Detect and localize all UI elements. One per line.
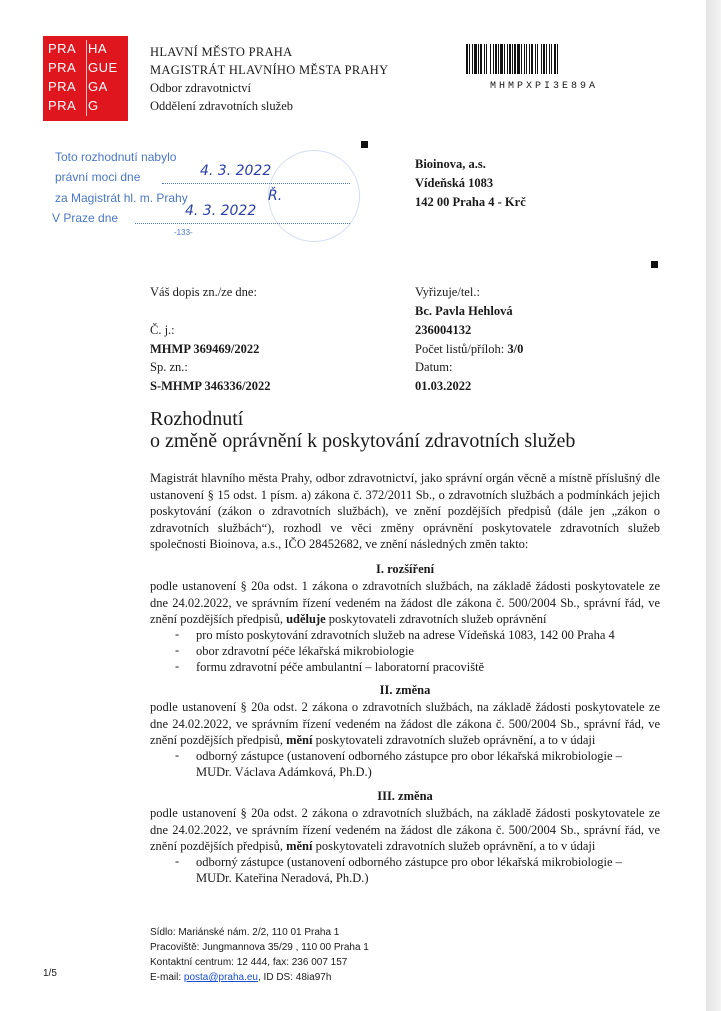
handwritten-signature: Ř.: [268, 188, 283, 204]
section-paragraph: [150, 805, 660, 855]
document-title: Rozhodnutí: [150, 408, 244, 430]
barcode-bar: [469, 44, 470, 74]
stamp-line: za Magistrát hl. m. Prahy: [55, 191, 188, 205]
section-verb: mění: [286, 839, 313, 853]
barcode-bar: [504, 44, 505, 74]
logo-text: G: [88, 98, 99, 113]
section-text: poskytovateli zdravotních služeb oprávnění, a to v údaji: [315, 733, 596, 747]
cj-label: Č. j.:: [150, 323, 175, 337]
barcode-bar: [500, 44, 503, 74]
list-item-continued: MUDr. Václava Adámková, Ph.D.): [196, 765, 372, 779]
recipient-name: Bioinova, a.s.: [415, 157, 486, 171]
cj-value: MHMP 369469/2022: [150, 342, 260, 356]
section-text: podle ustanovení § 20a odst. 1 zákona o zdravotních službách, na základě žádosti poskytovatele ze dne 24.02.2022, ve správním řízení vedeném na žádost dle zákona č. 500/2004 Sb., správní řád, ve znění pozdějších předpisů,: [150, 579, 660, 626]
barcode-bar: [537, 44, 538, 74]
document-subtitle: o změně oprávnění k poskytování zdravotních služeb: [150, 430, 576, 452]
pages-row: [415, 341, 523, 357]
spzn-label: Sp. zn.:: [150, 360, 188, 374]
barcode-bar: [480, 44, 482, 74]
barcode-bar: [509, 44, 511, 74]
list-item: pro místo poskytování zdravotních služeb na adrese Vídeňská 1083, 142 00 Praha 4: [196, 628, 615, 642]
barcode-bar: [495, 44, 497, 74]
date-label: Datum:: [415, 360, 453, 374]
praha-logo: [43, 36, 128, 121]
list-item: odborný zástupce (ustanovení odborného zástupce pro obor lékařská mikrobiologie –: [196, 855, 622, 869]
barcode-bar: [514, 44, 516, 74]
footer-email-label: E-mail:: [150, 972, 182, 983]
logo-text: GUE: [88, 60, 118, 75]
barcode-bar: [524, 44, 525, 74]
barcode-bar: [526, 44, 527, 74]
stamp-dotted-line: [135, 222, 350, 224]
bullet-dash: -: [175, 643, 180, 657]
page-number: 1/5: [43, 968, 57, 979]
logo-row: [48, 40, 128, 58]
fold-marker: [361, 141, 368, 148]
list-item: obor zdravotní péče lékařská mikrobiologie: [196, 644, 414, 658]
barcode-bar: [557, 44, 558, 74]
section-heading: II. změna: [379, 683, 431, 697]
date-value: 01.03.2022: [415, 379, 472, 393]
section-paragraph: [150, 699, 660, 749]
footer-email-row: [150, 970, 331, 985]
footer-address: Sídlo: Mariánské nám. 2/2, 110 01 Praha 1: [150, 927, 340, 938]
barcode-bar: [517, 44, 520, 74]
stamp-line: V Praze dne: [52, 211, 119, 225]
barcode: [466, 44, 624, 74]
footer-email-link[interactable]: posta@praha.eu: [183, 972, 258, 983]
barcode-bar: [507, 44, 508, 74]
barcode-bar: [466, 44, 468, 74]
logo-text: PRA: [48, 41, 77, 56]
footer-ds: , ID DS: 48ia97h: [258, 972, 332, 983]
barcode-bar: [472, 44, 473, 74]
handler-name: Bc. Pavla Hehlová: [415, 304, 513, 318]
barcode-bar: [490, 44, 491, 74]
header-section: Oddělení zdravotních služeb: [150, 99, 294, 113]
barcode-bar: [493, 44, 494, 74]
your-ref-label: Váš dopis zn./ze dne:: [150, 285, 257, 299]
barcode-bar: [512, 44, 513, 74]
logo-row: [48, 97, 128, 115]
stamp-number: -133-: [174, 228, 193, 237]
logo-row: [48, 78, 128, 96]
header-city: HLAVNÍ MĚSTO PRAHA: [150, 45, 293, 59]
handler-phone: 236004132: [415, 323, 472, 337]
barcode-bar: [498, 44, 499, 74]
section-text: podle ustanovení § 20a odst. 2 zákona o zdravotních službách, na základě žádosti poskytovatele ze dne 24.02.2022, ve správním řízení vedeném na žádost dle zákona č. 500/2004 Sb., správní řád, ve znění pozdějších předpisů,: [150, 806, 660, 853]
section-text: podle ustanovení § 20a odst. 2 zákona o zdravotních službách, na základě žádosti poskytovatele ze dne 24.02.2022, ve správním řízení vedeném na žádost dle zákona č. 500/2004 Sb., správní řád, ve znění pozdějších předpisů,: [150, 700, 660, 747]
logo-text: PRA: [48, 79, 77, 94]
section-heading: I. rozšíření: [375, 562, 435, 576]
recipient-street: Vídeňská 1083: [415, 176, 494, 190]
barcode-bar: [551, 44, 552, 74]
bullet-dash: -: [175, 748, 180, 762]
handler-label: Vyřizuje/tel.:: [415, 285, 480, 299]
header-department: Odbor zdravotnictví: [150, 81, 252, 95]
list-item: formu zdravotní péče ambulantní – laboratorní pracoviště: [196, 660, 485, 674]
section-heading: III. změna: [377, 789, 433, 803]
footer-workplace: Pracoviště: Jungmannova 35/29 , 110 00 Praha 1: [150, 942, 369, 953]
logo-text: PRA: [48, 60, 77, 75]
bullet-dash: -: [175, 627, 180, 641]
page-edge: [706, 0, 721, 1011]
section-text: poskytovateli zdravotních služeb oprávnění, a to v údaji: [315, 839, 596, 853]
logo-text: PRA: [48, 98, 77, 113]
section-text: poskytovateli zdravotních služeb oprávnění: [328, 612, 547, 626]
logo-row: [48, 59, 128, 77]
stamp-line: právní moci dne: [55, 170, 141, 184]
section-verb: uděluje: [286, 612, 326, 626]
barcode-bar: [535, 44, 536, 74]
pages-value: 3/0: [507, 342, 524, 356]
barcode-bar: [554, 44, 556, 74]
barcode-bar: [529, 44, 530, 74]
section-verb: mění: [286, 733, 313, 747]
stamp-line: Toto rozhodnutí nabylo: [55, 150, 177, 164]
bullet-dash: -: [175, 659, 180, 673]
barcode-bar: [474, 44, 477, 74]
stamp-dotted-line: [162, 182, 350, 184]
intro-paragraph: Magistrát hlavního města Prahy, odbor zdravotnictví, jako správní orgán věcně a místně příslušný dle ustanovení § 15 odst. 1 písm. a) zákona č. 372/2011 Sb., o zdravotních službách a podmínkách jejich poskytování (zákon o zdravotních službách), ve znění pozdějších předpisů (dále jen „zákon o zdravotních službách“), rozhodl ve věci změny oprávnění poskytovatele zdravotních služeb společnosti Bioinova, a.s., IČO 28452682, ve znění následných změn takto:: [150, 471, 660, 551]
barcode-bar: [484, 44, 485, 74]
spzn-value: S-MHMP 346336/2022: [150, 379, 271, 393]
handwritten-date: 4. 3. 2022: [200, 163, 272, 179]
list-item: odborný zástupce (ustanovení odborného zástupce pro obor lékařská mikrobiologie –: [196, 749, 622, 763]
header-magistrate: MAGISTRÁT HLAVNÍHO MĚSTA PRAHY: [150, 63, 389, 77]
barcode-bar: [541, 44, 542, 74]
barcode-bar: [546, 44, 547, 74]
handwritten-date: 4. 3. 2022: [185, 203, 257, 219]
list-item-continued: MUDr. Kateřina Neradová, Ph.D.): [196, 871, 369, 885]
barcode-bar: [543, 44, 545, 74]
section-paragraph: [150, 578, 660, 628]
pages-label: Počet listů/příloh:: [415, 342, 505, 356]
barcode-bar: [486, 44, 487, 74]
barcode-bar: [549, 44, 550, 74]
recipient-city: 142 00 Praha 4 - Krč: [415, 195, 526, 209]
bullet-dash: -: [175, 854, 180, 868]
barcode-bar: [478, 44, 479, 74]
barcode-bar: [521, 44, 522, 74]
barcode-code: MHMPXPI3E89A: [490, 81, 599, 92]
logo-text: GA: [88, 79, 108, 94]
barcode-bar: [531, 44, 533, 74]
fold-marker: [651, 261, 658, 268]
footer-contact: Kontaktní centrum: 12 444, fax: 236 007 157: [150, 957, 348, 968]
logo-text: HA: [88, 41, 108, 56]
